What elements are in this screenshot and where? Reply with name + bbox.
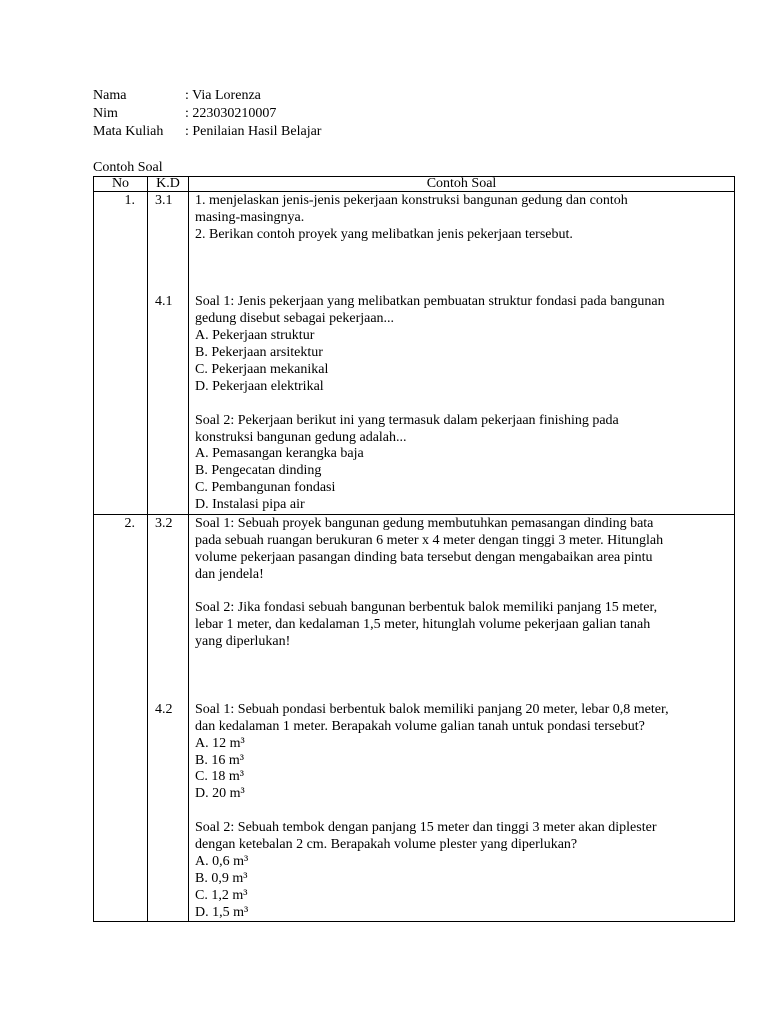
header-no: No <box>94 177 148 192</box>
table-header-row <box>94 177 735 192</box>
question-line: gedung disebut sebagai pekerjaan... <box>195 311 395 327</box>
question-line: A. 12 m³ <box>195 735 245 751</box>
question-cell <box>189 514 735 921</box>
question-line: masing-masingnya. <box>195 209 305 225</box>
question-line: D. 20 m³ <box>195 786 245 802</box>
info-value: : Penilaian Hasil Belajar <box>185 124 322 139</box>
table-caption: Contoh Soal <box>93 160 163 175</box>
question-line: B. Pengecatan dinding <box>195 463 322 479</box>
question-line: C. Pekerjaan mekanikal <box>195 361 329 377</box>
row-number: 2. <box>94 514 148 921</box>
question-line: B. 0,9 m³ <box>195 870 248 886</box>
info-value: : Via Lorenza <box>185 88 261 103</box>
question-block <box>189 193 734 294</box>
question-line: lebar 1 meter, dan kedalaman 1,5 meter, hitunglah volume pekerjaan galian tanah <box>195 617 651 633</box>
info-label: Nim <box>93 106 118 121</box>
question-line: Soal 2: Jika fondasi sebuah bangunan berbentuk balok memiliki panjang 15 meter, <box>195 600 658 616</box>
kd-code: 4.2 <box>155 701 173 717</box>
question-line: A. Pekerjaan struktur <box>195 328 315 344</box>
question-line: B. Pekerjaan arsitektur <box>195 345 323 361</box>
question-cell <box>189 192 735 515</box>
question-line: dan jendela! <box>195 566 264 582</box>
question-line <box>195 396 724 413</box>
kd-cell <box>148 514 189 921</box>
question-line <box>195 584 724 601</box>
question-line: C. Pembangunan fondasi <box>195 480 336 496</box>
table-row <box>94 192 735 515</box>
header-soal: Contoh Soal <box>189 177 735 192</box>
student-info <box>93 87 734 141</box>
question-line: D. Instalasi pipa air <box>195 497 305 513</box>
question-line: D. 1,5 m³ <box>195 904 249 920</box>
question-block <box>189 516 734 702</box>
info-label: Mata Kuliah <box>93 124 164 139</box>
row-number: 1. <box>94 192 148 515</box>
question-line: 1. menjelaskan jenis-jenis pekerjaan konstruksi bangunan gedung dan contoh <box>195 193 628 208</box>
kd-code: 3.2 <box>155 515 173 531</box>
info-row-nama <box>93 87 734 105</box>
kd-code: 3.1 <box>155 193 173 208</box>
question-line: B. 16 m³ <box>195 752 244 768</box>
info-value: : 223030210007 <box>185 106 277 121</box>
kd-code: 4.1 <box>155 294 173 310</box>
question-block <box>189 294 734 514</box>
question-block <box>189 702 734 922</box>
question-line: dengan ketebalan 2 cm. Berapakah volume plester yang diperlukan? <box>195 836 578 852</box>
table-row <box>94 514 735 921</box>
question-line: Soal 1: Sebuah pondasi berbentuk balok memiliki panjang 20 meter, lebar 0,8 meter, <box>195 701 669 717</box>
document-page <box>93 87 734 922</box>
question-line: C. 18 m³ <box>195 769 244 785</box>
question-line: volume pekerjaan pasangan dinding bata tersebut dengan mengabaikan area pintu <box>195 549 653 565</box>
question-line: Soal 1: Jenis pekerjaan yang melibatkan pembuatan struktur fondasi pada bangunan <box>195 294 665 310</box>
question-line: Soal 1: Sebuah proyek bangunan gedung membutuhkan pemasangan dinding bata <box>195 515 654 531</box>
question-line: yang diperlukan! <box>195 634 291 650</box>
question-line: pada sebuah ruangan berukuran 6 meter x 4 meter dengan tinggi 3 meter. Hitunglah <box>195 532 664 548</box>
info-row-mata-kuliah <box>93 123 734 141</box>
question-line: konstruksi bangunan gedung adalah... <box>195 429 407 445</box>
question-line: dan kedalaman 1 meter. Berapakah volume galian tanah untuk pondasi tersebut? <box>195 718 645 734</box>
question-line: A. 0,6 m³ <box>195 853 249 869</box>
info-label: Nama <box>93 88 127 103</box>
questions-table <box>93 176 735 922</box>
question-line: A. Pemasangan kerangka baja <box>195 446 364 462</box>
info-row-nim <box>93 105 734 123</box>
question-line: 2. Berikan contoh proyek yang melibatkan jenis pekerjaan tersebut. <box>195 226 573 242</box>
question-line <box>195 803 724 820</box>
question-line: D. Pekerjaan elektrikal <box>195 378 324 394</box>
question-line: C. 1,2 m³ <box>195 887 248 903</box>
question-line: Soal 2: Pekerjaan berikut ini yang termasuk dalam pekerjaan finishing pada <box>195 412 619 428</box>
kd-cell <box>148 192 189 515</box>
question-line: Soal 2: Sebuah tembok dengan panjang 15 meter dan tinggi 3 meter akan diplester <box>195 820 657 836</box>
header-kd: K.D <box>148 177 189 192</box>
